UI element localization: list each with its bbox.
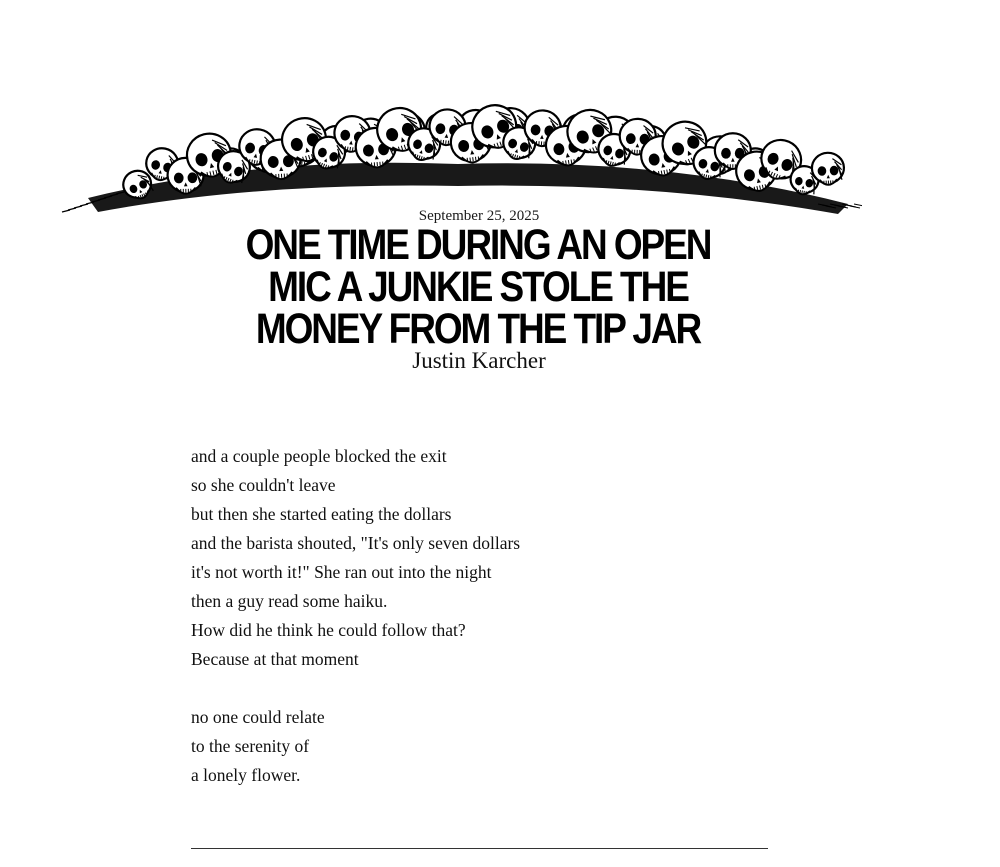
poem-line: to the serenity of — [191, 736, 310, 756]
poem-line: and the barista shouted, "It's only seven dollars — [191, 533, 521, 553]
post-date: September 25, 2025 — [418, 208, 540, 224]
skulls-banner — [58, 86, 862, 222]
poem-line: and a couple people blocked the exit — [191, 446, 447, 466]
post-author: Justin Karcher — [412, 348, 546, 373]
poem-line: a lonely flower. — [191, 765, 301, 785]
poem-line: it's not worth it!" She ran out into the night — [191, 562, 492, 582]
stanza-break — [191, 674, 751, 703]
poem-line: no one could relate — [191, 707, 325, 727]
poem-line: but then she started eating the dollars — [191, 504, 452, 524]
post-title: ONE TIME DURING AN OPEN MIC A JUNKIE STOLE THE MONEY FROM THE TIP JAR — [245, 221, 711, 353]
poem-line: How did he think he could follow that? — [191, 620, 466, 640]
skulls-banner-icon — [58, 86, 862, 222]
poem-line: Because at that moment — [191, 649, 359, 669]
poem-body — [191, 442, 751, 790]
divider — [191, 848, 768, 849]
poem-line: then a guy read some haiku. — [191, 591, 388, 611]
poem-line: so she couldn't leave — [191, 475, 336, 495]
